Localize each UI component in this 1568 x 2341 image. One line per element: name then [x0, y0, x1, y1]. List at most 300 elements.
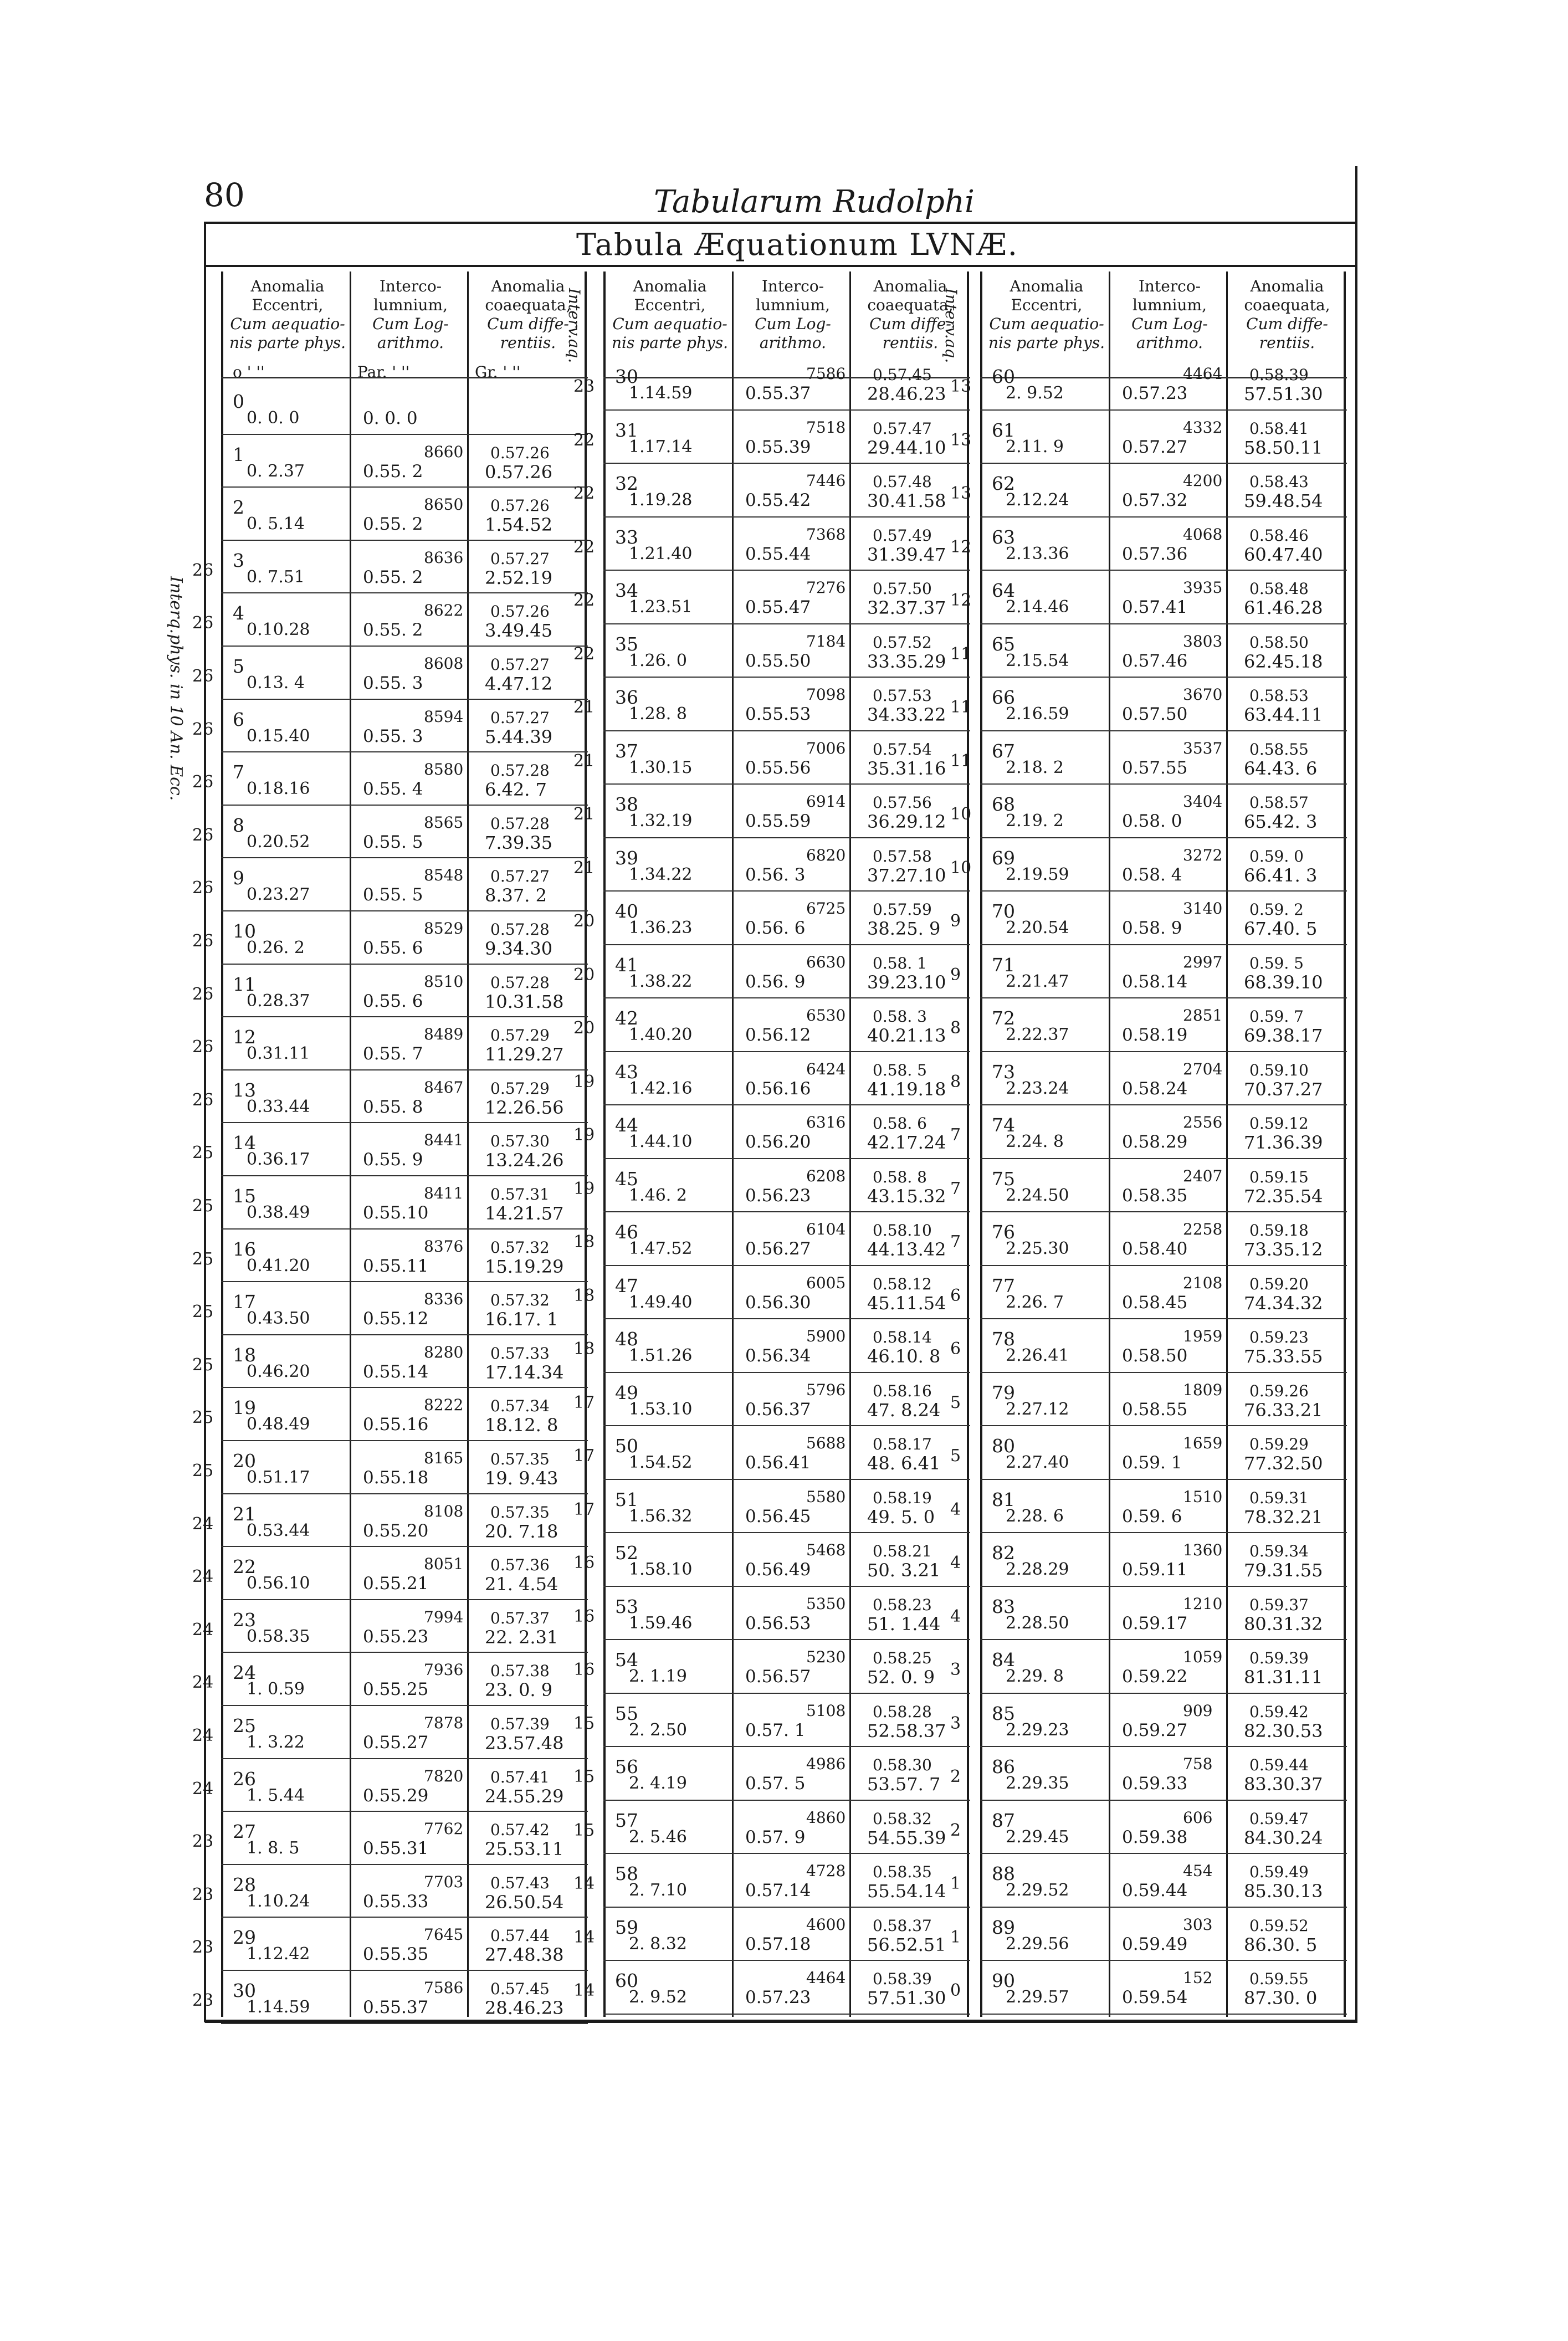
row-rule: [980, 1960, 1347, 1961]
coaequata-value: 59.48.54: [1244, 490, 1323, 511]
interval-value: 13: [950, 484, 972, 503]
aequatio-value: 0.20.52: [247, 832, 310, 852]
interval-value: 25: [192, 1196, 214, 1216]
coaequata-value: 60.47.40: [1244, 544, 1323, 565]
interval-value: 14: [573, 1927, 595, 1947]
row-rule: [603, 677, 970, 678]
header-line: Eccentri,: [634, 296, 706, 314]
intercolumnium-log: 5796: [806, 1380, 846, 1399]
anomalia-degree: 67: [992, 740, 1015, 762]
intercolumnium-value: 0.56.45: [745, 1506, 811, 1526]
intercolumnium-value: 0.55.42: [745, 490, 811, 510]
interval-value: 12: [950, 537, 972, 557]
coaequata-difference: 0.58. 8: [873, 1167, 927, 1186]
header-line: coaequata,: [867, 296, 954, 314]
interval-value: 8: [950, 1018, 961, 1038]
row-rule: [980, 570, 1347, 571]
coaequata-value: 61.46.28: [1244, 597, 1323, 618]
row-rule: [603, 730, 970, 731]
intercolumnium-value: 0.55. 5: [363, 832, 423, 852]
interval-value: 22: [573, 484, 595, 503]
intercolumnium-value: 0.59. 6: [1122, 1506, 1182, 1526]
coaequata-difference: 0.57.52: [873, 633, 932, 652]
intercolumnium-value: 0.57. 1: [745, 1720, 806, 1740]
anomalia-degree: 51: [615, 1488, 638, 1510]
interval-value: 25: [192, 1461, 214, 1481]
row-rule: [603, 570, 970, 571]
coaequata-difference: 0.57.28: [490, 920, 550, 939]
table-top-rule: [205, 265, 1357, 267]
coaequata-difference: 0.57.34: [490, 1397, 550, 1416]
column-rule: [967, 272, 969, 2017]
intercolumnium-value: 0.57.27: [1122, 437, 1188, 457]
coaequata-value: 85.30.13: [1244, 1881, 1323, 1902]
header-line: lumnium,: [755, 296, 830, 314]
interval-value: 23: [192, 1884, 214, 1904]
aequatio-value: 0. 7.51: [247, 567, 305, 587]
interval-value: 16: [573, 1553, 595, 1572]
coaequata-difference: 0.58.48: [1249, 580, 1309, 598]
interval-value: 14: [573, 1981, 595, 2000]
row-rule: [980, 677, 1347, 678]
coaequata-difference: 0.57.27: [490, 708, 550, 727]
anomalia-degree: 11: [233, 973, 256, 995]
intercolumnium-log: 2997: [1183, 952, 1223, 971]
coaequata-value: 24.55.29: [485, 1785, 564, 1807]
row-rule: [980, 1211, 1347, 1212]
intercolumnium-log: 8510: [424, 972, 464, 991]
coaequata-value: 18.12. 8: [485, 1415, 558, 1436]
interval-value: 10: [950, 858, 972, 878]
aequatio-value: 1.21.40: [629, 544, 693, 564]
aequatio-value: 2.27.12: [1006, 1399, 1069, 1419]
intercolumnium-value: 0.58.19: [1122, 1025, 1188, 1045]
running-title: Tabularum Rudolphi: [654, 184, 975, 220]
aequatio-value: 0. 5.14: [247, 514, 305, 534]
aequatio-value: 1.17.14: [629, 437, 693, 457]
intercolumnium-value: 0.57.18: [745, 1934, 811, 1954]
intercolumnium-log: 909: [1183, 1701, 1213, 1720]
aequatio-value: 1.14.59: [247, 1997, 310, 2017]
intercolumnium-value: 0.55.14: [363, 1361, 429, 1382]
row-rule: [980, 1104, 1347, 1105]
coaequata-difference: 0.59.55: [1249, 1970, 1309, 1988]
intercolumnium-log: 3670: [1183, 685, 1223, 704]
interval-value: 21: [573, 751, 595, 771]
row-rule: [221, 1705, 588, 1706]
row-rule: [221, 1440, 588, 1441]
coaequata-difference: 0.58.16: [873, 1381, 932, 1400]
intercolumnium-log: 5468: [806, 1541, 846, 1559]
intercolumnium-log: 7703: [424, 1872, 464, 1891]
interval-value: 1: [950, 1927, 961, 1947]
interval-value: 26: [192, 825, 214, 845]
aequatio-value: 1.26. 0: [629, 650, 687, 670]
anomalia-degree: 27: [233, 1821, 256, 1843]
intercolumnium-value: 0.59.54: [1122, 1987, 1188, 2007]
interval-value: 16: [573, 1606, 595, 1626]
intercolumnium-value: 0.55.23: [363, 1626, 429, 1647]
coaequata-difference: 0.59.12: [1249, 1114, 1309, 1133]
anomalia-degree: 26: [233, 1768, 256, 1790]
intercolumnium-value: 0.57.55: [1122, 757, 1188, 778]
coaequata-value: 69.38.17: [1244, 1025, 1323, 1046]
coaequata-value: 29.44.10: [867, 437, 946, 458]
aequatio-value: 1.12.42: [247, 1944, 310, 1964]
aequatio-value: 1. 8. 5: [247, 1838, 300, 1858]
anomalia-degree: 90: [992, 1970, 1015, 1991]
intercolumnium-log: 4464: [806, 1969, 846, 1987]
aequatio-value: 0.53.44: [247, 1520, 310, 1540]
row-rule: [603, 1746, 970, 1747]
intercolumnium-value: 0.56.34: [745, 1346, 811, 1366]
intercolumnium-log: 8529: [424, 919, 464, 938]
intercolumnium-value: 0.56.16: [745, 1078, 811, 1099]
anomalia-degree: 0: [233, 391, 244, 412]
header-intercolumnium: [353, 277, 468, 352]
header-line: Interco-: [1138, 277, 1201, 295]
intercolumnium-value: 0.55.47: [745, 597, 811, 617]
aequatio-value: 2.18. 2: [1006, 757, 1064, 777]
anomalia-degree: 12: [233, 1026, 256, 1048]
coaequata-value: 80.31.32: [1244, 1613, 1323, 1635]
row-rule: [980, 409, 1347, 411]
anomalia-degree: 7: [233, 761, 244, 783]
column-rule: [1344, 272, 1346, 2017]
anomalia-degree: 86: [992, 1756, 1015, 1777]
anomalia-degree: 4: [233, 602, 244, 624]
intercolumnium-value: 0.55. 6: [363, 938, 423, 958]
intercolumnium-value: 0.55.59: [745, 811, 811, 831]
coaequata-value: 30.41.58: [867, 490, 946, 511]
interval-value: 26: [192, 613, 214, 633]
anomalia-degree: 81: [992, 1488, 1015, 1510]
anomalia-degree: 77: [992, 1274, 1015, 1297]
anomalia-degree: 47: [615, 1274, 638, 1297]
intercolumnium-value: 0.57.50: [1122, 704, 1188, 724]
row-rule: [603, 1693, 970, 1694]
coaequata-difference: 0.57.29: [490, 1079, 550, 1098]
header-line: Cum Log-: [372, 315, 449, 333]
row-rule: [980, 463, 1347, 464]
row-rule: [221, 1970, 588, 1971]
row-rule: [221, 1864, 588, 1865]
anomalia-degree: 44: [615, 1114, 638, 1136]
intercolumnium-log: 8608: [424, 654, 464, 673]
row-rule: [603, 1051, 970, 1052]
coaequata-difference: 0.58.32: [873, 1809, 932, 1828]
interval-value: 4: [950, 1499, 961, 1519]
anomalia-degree: 34: [615, 580, 638, 601]
row-rule: [980, 1853, 1347, 1854]
intercolumnium-log: 7098: [806, 685, 846, 704]
anomalia-degree: 31: [615, 419, 638, 441]
row-rule: [221, 699, 588, 700]
interval-value: 25: [192, 1302, 214, 1322]
aequatio-value: 1.19.28: [629, 490, 693, 510]
aequatio-value: 2.29.23: [1006, 1720, 1069, 1740]
aequatio-value: 1.56.32: [629, 1506, 693, 1526]
interval-value: 22: [573, 430, 595, 450]
coaequata-value: 79.31.55: [1244, 1560, 1323, 1581]
interval-value: 26: [192, 931, 214, 951]
coaequata-value: 35.31.16: [867, 757, 946, 779]
intercolumnium-value: 0.58.14: [1122, 971, 1188, 992]
row-rule: [603, 1907, 970, 1908]
aequatio-value: 2.29.56: [1006, 1934, 1069, 1954]
intercolumnium-log: 4860: [806, 1808, 846, 1827]
coaequata-value: 68.39.10: [1244, 971, 1323, 993]
coaequata-difference: 0.59.34: [1249, 1542, 1309, 1560]
coaequata-value: 82.30.53: [1244, 1720, 1323, 1741]
interval-value: 26: [192, 984, 214, 1004]
interval-value: 18: [573, 1339, 595, 1359]
coaequata-value: 49. 5. 0: [867, 1506, 935, 1528]
intercolumnium-log: 7006: [806, 739, 846, 757]
side-note: Interq.phys. in 10 An. Ecc.: [166, 576, 186, 801]
row-rule: [603, 1639, 970, 1640]
header-line: Anomalia: [491, 277, 565, 295]
aequatio-value: 1.44.10: [629, 1132, 693, 1151]
interval-value: 19: [573, 1072, 595, 1092]
row-rule: [221, 1069, 588, 1070]
coaequata-value: 5.44.39: [485, 726, 553, 747]
coaequata-difference: 0.57.49: [873, 526, 932, 545]
intercolumnium-value: 0.55. 4: [363, 779, 423, 800]
interval-value: 26: [192, 772, 214, 792]
header-line: coaequata,: [1244, 296, 1330, 314]
interval-value: 6: [950, 1285, 961, 1305]
header-line: Cum diffe-: [1246, 315, 1328, 333]
anomalia-degree: 24: [233, 1662, 256, 1684]
coaequata-value: 40.21.13: [867, 1025, 946, 1046]
anomalia-degree: 8: [233, 814, 244, 836]
coaequata-value: 45.11.54: [867, 1292, 946, 1314]
row-rule: [980, 623, 1347, 624]
intercolumnium-log: 4068: [1183, 525, 1223, 544]
interval-value: 3: [950, 1660, 961, 1679]
interval-value: 24: [192, 1726, 214, 1745]
interval-value: 18: [573, 1232, 595, 1252]
coaequata-value: 73.35.12: [1244, 1239, 1323, 1260]
row-rule: [603, 1211, 970, 1212]
intercolumnium-value: 0.56. 9: [745, 971, 806, 992]
coaequata-difference: 0.57.28: [490, 973, 550, 992]
intercolumnium-value: 0.56.23: [745, 1185, 811, 1206]
interval-value: 13: [950, 377, 972, 396]
intercolumnium-log: 1210: [1183, 1594, 1223, 1613]
anomalia-degree: 54: [615, 1649, 638, 1671]
intercolumnium-log: 3803: [1183, 632, 1223, 650]
coaequata-value: 84.30.24: [1244, 1827, 1323, 1848]
row-rule: [980, 944, 1347, 945]
intercolumnium-value: 0.59.17: [1122, 1613, 1188, 1633]
anomalia-degree: 78: [992, 1328, 1015, 1350]
intercolumnium-value: 0.56. 3: [745, 864, 806, 885]
intercolumnium-log: 2556: [1183, 1113, 1223, 1131]
coaequata-difference: 0.58.28: [873, 1702, 932, 1721]
interval-value: 26: [192, 878, 214, 898]
coaequata-value: 64.43. 6: [1244, 757, 1318, 779]
interval-value: 22: [573, 644, 595, 664]
coaequata-value: 11.29.27: [485, 1044, 564, 1066]
interval-value: 8: [950, 1072, 961, 1092]
coaequata-value: 20. 7.18: [485, 1520, 558, 1542]
row-rule: [603, 516, 970, 518]
coaequata-value: 6.42. 7: [485, 779, 547, 801]
intercolumnium-log: 8580: [424, 760, 464, 779]
anomalia-degree: 65: [992, 633, 1015, 655]
interval-value: 24: [192, 1514, 214, 1534]
interval-value: 15: [573, 1767, 595, 1786]
intercolumnium-log: 7518: [806, 418, 846, 437]
anomalia-degree: 35: [615, 633, 638, 655]
intercolumnium-log: 5900: [806, 1327, 846, 1345]
units-partes: Par. ' '': [357, 363, 410, 381]
coaequata-value: 71.36.39: [1244, 1132, 1323, 1153]
intercolumnium-log: 3272: [1183, 846, 1223, 864]
coaequata-value: 23.57.48: [485, 1733, 564, 1754]
row-rule: [221, 1334, 588, 1335]
coaequata-difference: 0.57.26: [490, 602, 550, 621]
intercolumnium-log: 1809: [1183, 1380, 1223, 1399]
header-line: Cum diffe-: [487, 315, 569, 333]
anomalia-degree: 88: [992, 1863, 1015, 1884]
aequatio-value: 2.25.30: [1006, 1239, 1069, 1258]
interval-value: 22: [573, 591, 595, 610]
intercolumnium-value: 0.56.53: [745, 1613, 811, 1633]
coaequata-value: 57.51.30: [1244, 383, 1323, 404]
coaequata-value: 17.14.34: [485, 1361, 564, 1383]
anomalia-degree: 29: [233, 1927, 256, 1949]
row-rule: [603, 1104, 970, 1105]
coaequata-value: 51. 1.44: [867, 1613, 941, 1635]
aequatio-value: 0.15.40: [247, 726, 310, 746]
coaequata-value: 13.24.26: [485, 1150, 564, 1171]
intercolumnium-log: 8489: [424, 1025, 464, 1044]
coaequata-difference: 0.59. 0: [1249, 847, 1304, 865]
coaequata-value: 22. 2.31: [485, 1626, 558, 1648]
aequatio-value: 2.29. 8: [1006, 1667, 1064, 1686]
intercolumnium-log: 2704: [1183, 1059, 1223, 1078]
coaequata-difference: 0.57.53: [873, 687, 932, 705]
aequatio-value: 1. 5.44: [247, 1785, 305, 1805]
intercolumnium-value: 0.55. 6: [363, 991, 423, 1011]
intercolumnium-value: 0.55.11: [363, 1256, 429, 1276]
intercolumnium-value: 0.57.36: [1122, 544, 1188, 564]
intercolumnium-log: 4986: [806, 1755, 846, 1773]
column-rule: [1226, 272, 1228, 2017]
anomalia-degree: 2: [233, 496, 244, 519]
aequatio-value: 1.46. 2: [629, 1185, 687, 1205]
interval-value: 25: [192, 1143, 214, 1163]
header-line: arithmo.: [1136, 334, 1203, 352]
coaequata-value: 38.25. 9: [867, 918, 941, 939]
coaequata-value: 62.45.18: [1244, 650, 1323, 672]
interval-value: 11: [950, 751, 972, 771]
anomalia-degree: 53: [615, 1595, 638, 1617]
coaequata-difference: 0.59.31: [1249, 1488, 1309, 1507]
interval-value: 22: [573, 537, 595, 557]
coaequata-value: 34.33.22: [867, 704, 946, 725]
header-line: Interco-: [761, 277, 824, 295]
coaequata-difference: 0.57.31: [490, 1185, 550, 1203]
row-rule: [603, 783, 970, 785]
interval-value: 26: [192, 560, 214, 580]
row-rule: [221, 1917, 588, 1918]
coaequata-value: 55.54.14: [867, 1881, 946, 1902]
intercolumnium-log: 8376: [424, 1237, 464, 1256]
anomalia-degree: 85: [992, 1702, 1015, 1724]
coaequata-difference: 0.59.44: [1249, 1756, 1309, 1774]
intercolumnium-value: 0.59.49: [1122, 1934, 1188, 1954]
coaequata-value: 48. 6.41: [867, 1453, 941, 1474]
coaequata-value: 31.39.47: [867, 544, 946, 565]
anomalia-degree: 46: [615, 1221, 638, 1243]
intercolumnium-value: 0.58.35: [1122, 1185, 1188, 1206]
interval-value: 0: [950, 1981, 961, 2000]
intercolumnium-value: 0.55. 5: [363, 885, 423, 905]
coaequata-difference: 0.58.39: [873, 1970, 932, 1988]
aequatio-value: 2.21.47: [1006, 971, 1069, 991]
column-rule: [467, 272, 469, 2017]
row-rule: [221, 1016, 588, 1017]
aequatio-value: 2.28.29: [1006, 1560, 1069, 1579]
coaequata-difference: 0.57.47: [873, 419, 932, 438]
aequatio-value: 2.23.24: [1006, 1078, 1069, 1098]
column-rule: [350, 272, 351, 2017]
intercolumnium-value: 0.55. 2: [363, 514, 423, 535]
header-line: Cum aequatio-: [612, 315, 727, 333]
coaequata-value: 65.42. 3: [1244, 811, 1318, 832]
row-rule: [603, 1586, 970, 1587]
coaequata-difference: 0.57.38: [490, 1662, 550, 1681]
intercolumnium-log: 4200: [1183, 472, 1223, 490]
header-anomalia-coaequata: [1229, 277, 1345, 352]
intercolumnium-log: 4332: [1183, 418, 1223, 437]
aequatio-value: 1.51.26: [629, 1346, 693, 1365]
anomalia-degree: 41: [615, 954, 638, 976]
interval-value: 11: [950, 644, 972, 664]
coaequata-value: 8.37. 2: [485, 885, 547, 906]
coaequata-value: 16.17. 1: [485, 1309, 558, 1330]
intercolumnium-log: 8441: [424, 1131, 464, 1150]
header-line: rentiis.: [1259, 334, 1315, 352]
row-rule: [603, 1265, 970, 1266]
anomalia-degree: 61: [992, 419, 1015, 441]
intercolumnium-log: 4728: [806, 1862, 846, 1880]
column-rule: [1109, 272, 1110, 2017]
intercolumnium-log: 1360: [1183, 1541, 1223, 1559]
coaequata-value: 23. 0. 9: [485, 1679, 553, 1701]
coaequata-difference: 0.58.43: [1249, 473, 1309, 491]
aequatio-value: 0.38.49: [247, 1203, 310, 1222]
anomalia-degree: 43: [615, 1061, 638, 1083]
interval-value: 5: [950, 1446, 961, 1466]
row-rule: [603, 463, 970, 464]
intercolumnium-log: 7184: [806, 632, 846, 650]
header-line: nis parte phys.: [611, 334, 729, 352]
intercolumnium-value: 0.55.33: [363, 1891, 429, 1912]
coaequata-value: 19. 9.43: [485, 1468, 558, 1489]
interval-value: 18: [573, 1285, 595, 1305]
column-rule: [980, 272, 982, 2017]
anomalia-degree: 69: [992, 847, 1015, 869]
header-line: Anomalia: [1250, 277, 1324, 295]
coaequata-difference: 0.59.52: [1249, 1916, 1309, 1935]
anomalia-degree: 70: [992, 900, 1015, 922]
anomalia-degree: 23: [233, 1609, 256, 1631]
